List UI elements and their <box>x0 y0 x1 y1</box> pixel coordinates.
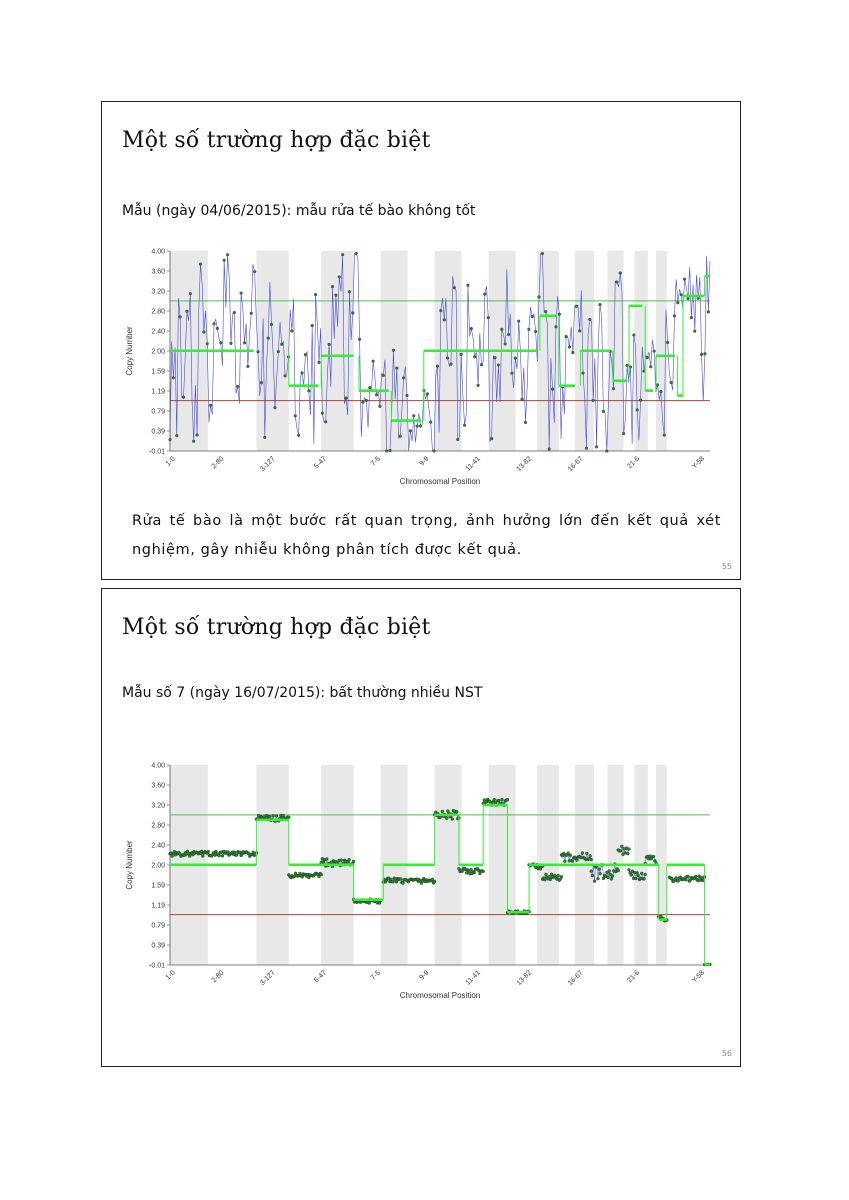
data-point <box>622 432 625 435</box>
data-point <box>358 338 361 341</box>
data-point <box>416 425 419 428</box>
slide-title: Một số trường hợp đặc biệt <box>122 615 431 640</box>
data-point <box>301 371 304 374</box>
data-point <box>490 437 493 440</box>
data-point <box>395 367 398 370</box>
data-point <box>707 311 710 314</box>
data-point <box>630 874 633 877</box>
data-point <box>372 360 375 363</box>
data-point <box>226 851 229 854</box>
slide-56 <box>101 588 741 1067</box>
data-point <box>504 343 507 346</box>
slide-title: Một số trường hợp đặc biệt <box>122 128 431 153</box>
data-point <box>287 816 290 819</box>
data-point <box>324 420 327 423</box>
data-point <box>175 434 178 437</box>
data-point <box>497 799 500 802</box>
page-number: 55 <box>721 562 732 571</box>
data-point <box>233 851 236 854</box>
data-point <box>581 852 584 855</box>
slide-subtitle: Mẫu (ngày 04/06/2015): mẫu rửa tế bào không tốt <box>122 203 476 219</box>
data-point <box>290 330 293 333</box>
data-point <box>544 873 547 876</box>
data-point <box>399 435 402 438</box>
x-tick-label: 11-41 <box>464 455 482 473</box>
data-point <box>531 315 534 318</box>
data-point <box>385 450 388 453</box>
data-point <box>392 349 395 352</box>
data-point <box>201 855 204 858</box>
slide-55 <box>101 101 741 580</box>
data-point <box>196 434 199 437</box>
data-point <box>612 387 615 390</box>
data-point <box>571 351 574 354</box>
data-point <box>544 310 547 313</box>
data-point <box>551 388 554 391</box>
data-point <box>439 309 442 312</box>
x-tick-label: 9-9 <box>418 455 431 468</box>
data-point <box>628 848 631 851</box>
data-point <box>697 297 700 300</box>
data-point <box>656 384 659 387</box>
data-point <box>216 327 219 330</box>
x-tick-label: 9-9 <box>418 969 431 982</box>
data-point <box>593 880 596 883</box>
data-point <box>419 425 422 428</box>
chromosome-band <box>489 765 516 965</box>
data-point <box>591 874 594 877</box>
x-tick-label: 16-67 <box>566 969 585 988</box>
data-point <box>389 449 392 452</box>
data-point <box>368 386 371 389</box>
data-point <box>639 399 642 402</box>
data-point <box>637 874 640 877</box>
data-point <box>460 353 463 356</box>
data-point <box>700 353 703 356</box>
data-point <box>524 421 527 424</box>
data-point <box>451 818 454 821</box>
data-point <box>433 450 436 453</box>
data-point <box>615 281 618 284</box>
data-point <box>199 263 202 266</box>
data-point <box>605 450 608 453</box>
data-point <box>506 798 509 801</box>
data-point <box>399 878 402 881</box>
data-point <box>553 874 556 877</box>
copy-number-chart-1 <box>120 245 720 495</box>
data-point <box>355 252 358 255</box>
data-point <box>585 852 588 855</box>
data-point <box>169 438 172 441</box>
data-point <box>477 384 480 387</box>
data-point <box>610 877 613 880</box>
x-axis-label: Chromosomal Position <box>399 991 481 1000</box>
data-point <box>482 870 485 873</box>
data-point <box>555 325 558 328</box>
data-point <box>634 877 637 880</box>
data-point <box>331 285 334 288</box>
data-point <box>257 350 260 353</box>
data-point <box>368 902 371 905</box>
data-point <box>539 867 542 870</box>
data-point <box>557 874 560 877</box>
data-point <box>643 877 646 880</box>
data-point <box>294 415 297 418</box>
data-point <box>507 333 510 336</box>
data-point <box>226 253 229 256</box>
data-point <box>538 296 541 299</box>
data-point <box>233 311 236 314</box>
data-point <box>348 290 351 293</box>
data-point <box>311 324 314 327</box>
data-point <box>683 278 686 281</box>
data-point <box>700 876 703 879</box>
x-tick-label: 7-5 <box>369 969 383 982</box>
data-point <box>590 870 593 873</box>
data-point <box>649 365 652 368</box>
y-tick-label: 1.19 <box>151 388 165 396</box>
y-tick-label: 2.80 <box>151 822 165 830</box>
data-point <box>514 357 517 360</box>
x-tick-label: 21-6 <box>626 455 642 471</box>
data-point <box>628 868 631 871</box>
x-tick-label: 13-82 <box>515 455 534 474</box>
data-point <box>307 389 310 392</box>
data-point <box>632 334 635 337</box>
data-point <box>320 873 323 876</box>
data-point <box>493 798 496 801</box>
data-point <box>402 377 405 380</box>
data-point <box>636 871 639 874</box>
data-point <box>348 858 351 861</box>
data-point <box>304 353 307 356</box>
data-point <box>325 858 328 861</box>
data-point <box>497 364 500 367</box>
data-point <box>314 293 317 296</box>
data-point <box>521 398 524 401</box>
data-point <box>318 361 321 364</box>
data-point <box>179 315 182 318</box>
y-tick-label: -0.01 <box>149 448 165 456</box>
x-tick-label: 21-6 <box>626 969 642 985</box>
data-point <box>436 365 439 368</box>
x-tick-label: 2-80 <box>210 455 226 471</box>
data-point <box>275 814 278 817</box>
data-point <box>617 869 620 872</box>
data-point <box>375 393 378 396</box>
data-point <box>214 850 217 853</box>
data-point <box>690 316 693 319</box>
data-point <box>277 350 280 353</box>
data-point <box>646 356 649 359</box>
data-point <box>379 405 382 408</box>
data-point <box>334 294 337 297</box>
data-point <box>534 330 537 333</box>
data-point <box>670 381 673 384</box>
data-point <box>626 364 629 367</box>
slide-subtitle: Mẫu số 7 (ngày 16/07/2015): bất thường nhiều NST <box>122 685 483 701</box>
data-point <box>362 401 365 404</box>
page-number: 56 <box>721 1049 732 1058</box>
data-point <box>401 882 404 885</box>
data-point <box>260 381 263 384</box>
data-point <box>611 875 614 878</box>
data-point <box>240 292 243 295</box>
x-tick-label: 3-127 <box>259 455 277 474</box>
data-point <box>171 855 174 858</box>
data-point <box>207 850 210 853</box>
data-point <box>453 286 456 289</box>
data-point <box>608 870 611 873</box>
data-point <box>446 357 449 360</box>
data-point <box>351 311 354 314</box>
data-point <box>341 253 344 256</box>
data-point <box>596 877 599 880</box>
data-point <box>274 406 277 409</box>
data-point <box>280 343 283 346</box>
data-point <box>189 292 192 295</box>
data-point <box>202 331 205 334</box>
y-tick-label: 0.39 <box>151 428 165 436</box>
data-point <box>406 394 409 397</box>
data-point <box>455 810 458 813</box>
data-point <box>640 872 643 875</box>
data-point <box>409 429 412 432</box>
data-point <box>352 860 355 863</box>
data-point <box>392 880 395 883</box>
x-tick-label: 5-47 <box>313 969 329 985</box>
data-point <box>595 445 598 448</box>
data-point <box>694 875 697 878</box>
data-point <box>500 798 503 801</box>
y-tick-label: 2.00 <box>151 862 165 870</box>
data-point <box>223 259 226 262</box>
data-point <box>578 330 581 333</box>
data-point <box>473 355 476 358</box>
data-point <box>412 414 415 417</box>
data-point <box>267 337 270 340</box>
data-point <box>598 867 601 870</box>
x-tick-label: Y-58 <box>691 455 707 471</box>
data-point <box>565 335 568 338</box>
y-tick-label: 0.79 <box>151 922 165 930</box>
data-point <box>704 352 707 355</box>
data-point <box>548 448 551 451</box>
data-point <box>209 404 212 407</box>
data-point <box>677 879 680 882</box>
data-point <box>527 328 530 331</box>
data-point <box>582 372 585 375</box>
x-tick-label: Y-58 <box>691 969 707 985</box>
data-point <box>543 878 546 881</box>
data-point <box>219 341 222 344</box>
data-point <box>365 399 368 402</box>
data-point <box>687 297 690 300</box>
chromosome-band <box>256 765 288 965</box>
data-point <box>272 814 275 817</box>
data-point <box>467 284 470 287</box>
data-point <box>541 252 544 255</box>
data-point <box>517 320 520 323</box>
data-point <box>487 316 490 319</box>
data-point <box>218 854 221 857</box>
data-point <box>186 310 189 313</box>
x-tick-label: 1-0 <box>164 455 177 468</box>
data-point <box>599 872 602 875</box>
data-point <box>463 424 466 427</box>
data-point <box>301 875 304 878</box>
y-axis-label: Copy Number <box>125 840 134 890</box>
x-tick-label: 13-82 <box>515 969 534 988</box>
data-point <box>429 421 432 424</box>
data-point <box>470 327 473 330</box>
data-point <box>666 341 669 344</box>
data-point <box>675 876 678 879</box>
y-tick-label: 3.20 <box>151 802 165 810</box>
x-tick-label: 3-127 <box>259 969 277 988</box>
y-tick-label: 0.39 <box>151 942 165 950</box>
data-point <box>221 854 224 857</box>
data-point <box>252 851 255 854</box>
data-point <box>420 882 423 885</box>
data-point <box>652 855 655 858</box>
data-point <box>687 875 690 878</box>
data-point <box>636 408 639 411</box>
data-point <box>693 330 696 333</box>
data-point <box>445 817 448 820</box>
data-point <box>673 314 676 317</box>
data-point <box>441 810 444 813</box>
slide-description: Rửa tế bào là một bước rất quan trọng, ảnh hưởng lớn đến kết quả xét nghiệm, gây nhiễu không phân tích được kết quả. <box>132 513 721 558</box>
y-tick-label: 1.59 <box>151 882 165 890</box>
data-point <box>321 412 324 415</box>
y-tick-label: 4.00 <box>151 762 165 770</box>
data-point <box>473 871 476 874</box>
x-axis-label: Chromosomal Position <box>399 477 481 486</box>
y-tick-label: 0.79 <box>151 408 165 416</box>
data-point <box>494 356 497 359</box>
data-point <box>172 376 175 379</box>
data-point <box>206 342 209 345</box>
data-point <box>558 313 561 316</box>
data-point <box>483 293 486 296</box>
data-point <box>575 859 578 862</box>
chromosome-band <box>435 765 462 965</box>
data-point <box>235 854 238 857</box>
x-tick-label: 1-0 <box>164 969 177 982</box>
data-point <box>663 434 666 437</box>
data-point <box>213 322 216 325</box>
y-tick-label: 3.20 <box>151 288 165 296</box>
x-tick-label: 11-41 <box>464 969 482 987</box>
data-point <box>676 301 679 304</box>
data-point <box>450 363 453 366</box>
copy-number-chart-2 <box>120 759 720 1009</box>
y-tick-label: 4.00 <box>151 248 165 256</box>
data-point <box>620 845 623 848</box>
data-point <box>426 392 429 395</box>
data-point <box>340 859 343 862</box>
data-point <box>182 396 185 399</box>
data-point <box>626 852 629 855</box>
data-point <box>607 876 610 879</box>
x-tick-label: 5-47 <box>313 455 329 471</box>
data-point <box>270 323 273 326</box>
chromosome-band <box>634 251 648 451</box>
data-point <box>569 854 572 857</box>
data-point <box>599 303 602 306</box>
data-point <box>684 878 687 881</box>
x-tick-label: 16-67 <box>566 455 585 474</box>
data-point <box>585 447 588 450</box>
data-point <box>246 365 249 368</box>
y-tick-label: 2.00 <box>151 348 165 356</box>
data-point <box>568 346 571 349</box>
data-point <box>192 440 195 443</box>
data-point <box>433 880 436 883</box>
data-point <box>480 363 483 366</box>
y-tick-label: 3.60 <box>151 268 165 276</box>
data-point <box>560 875 563 878</box>
data-point <box>602 410 605 413</box>
data-point <box>338 276 341 279</box>
data-point <box>511 372 514 375</box>
y-tick-label: 2.80 <box>151 308 165 316</box>
data-point <box>563 860 566 863</box>
data-point <box>230 342 233 345</box>
data-point <box>575 305 578 308</box>
y-tick-label: 2.40 <box>151 842 165 850</box>
y-tick-label: 2.40 <box>151 328 165 336</box>
data-point <box>660 390 663 393</box>
x-tick-label: 2-80 <box>210 969 226 985</box>
data-point <box>243 342 246 345</box>
data-point <box>571 860 574 863</box>
data-point <box>284 374 287 377</box>
data-point <box>328 343 331 346</box>
data-point <box>345 397 348 400</box>
data-point <box>653 350 656 353</box>
x-tick-label: 7-5 <box>369 455 383 468</box>
data-point <box>250 312 253 315</box>
data-point <box>253 270 256 273</box>
data-point <box>236 385 239 388</box>
data-point <box>590 858 593 861</box>
data-point <box>619 849 622 852</box>
data-point <box>263 436 266 439</box>
data-point <box>588 318 591 321</box>
data-point <box>644 873 647 876</box>
data-point <box>382 374 385 377</box>
data-point <box>456 438 459 441</box>
data-point <box>443 318 446 321</box>
data-point <box>268 815 271 818</box>
data-point <box>589 854 592 857</box>
y-tick-label: 1.19 <box>151 902 165 910</box>
y-tick-label: 1.59 <box>151 368 165 376</box>
y-tick-label: 3.60 <box>151 782 165 790</box>
data-point <box>619 272 622 275</box>
data-point <box>680 293 683 296</box>
data-point <box>550 873 553 876</box>
y-axis-label: Copy Number <box>125 326 134 376</box>
data-point <box>592 399 595 402</box>
y-tick-label: -0.01 <box>149 962 165 970</box>
data-point <box>297 434 300 437</box>
data-point <box>500 328 503 331</box>
